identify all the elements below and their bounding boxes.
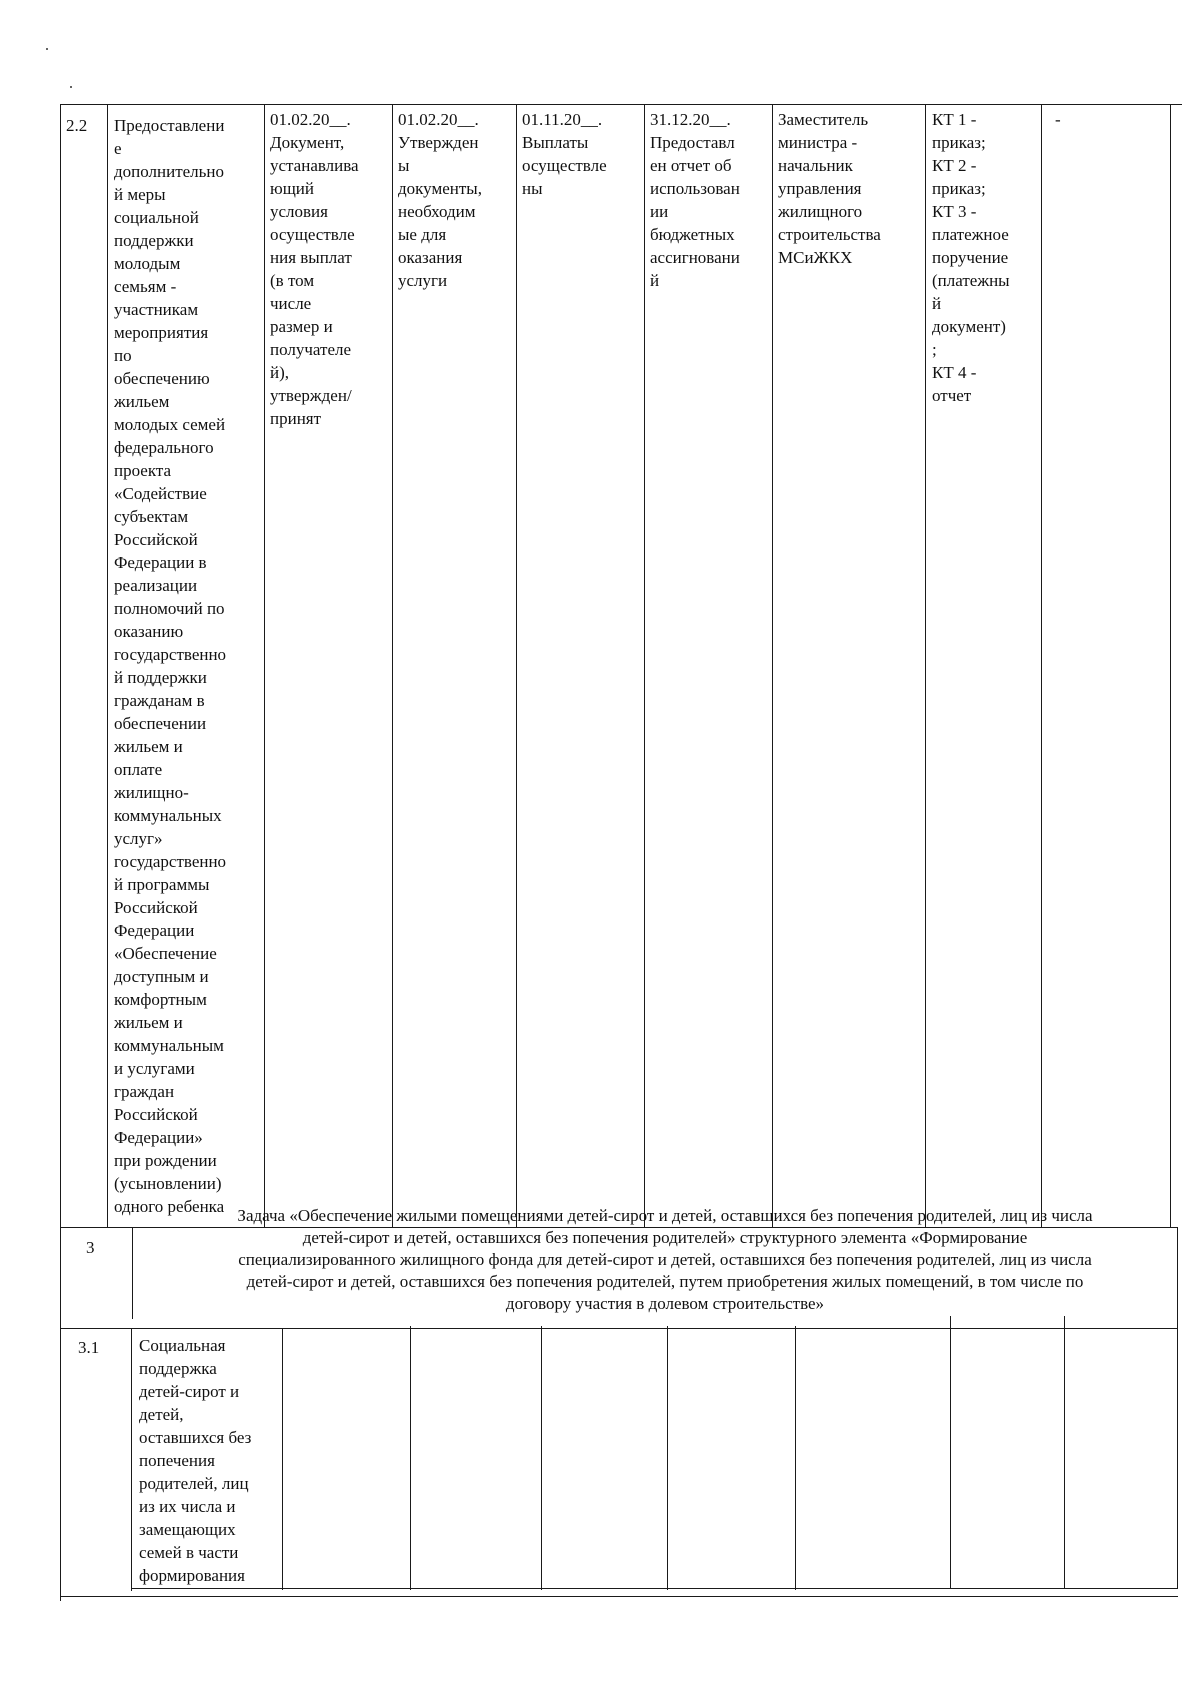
table-top-border — [60, 104, 1182, 105]
task-description: Задача «Обеспечение жилыми помещениями детей-сирот и детей, оставшихся без попечения родителей, лиц из числа детей-сирот и детей, оставшихся без попечения родителей» структурного элемента «Формирование специализированного жилищного фонда для детей-сирот и детей, оставшихся без попечения родителей, лиц из числа детей-сирот и детей, оставшихся без попечения родителей, путем приобретения жилых помещений, в том числе по договору участия в долевом строительстве» — [237, 1206, 1093, 1313]
control-point-4-cell: 31.12.20__. Предоставл ен отчет об использован ии бюджетных ассигновани й — [650, 110, 740, 290]
documents-cell: КТ 1 - приказ; КТ 2 - приказ; КТ 3 - платежное поручение (платежны й документ) ; КТ 4 - отчет — [932, 110, 1010, 405]
last-column-cell: - — [1055, 110, 1061, 129]
column-divider — [131, 1328, 132, 1591]
column-divider — [392, 104, 393, 1227]
row-divider — [60, 1328, 1178, 1329]
control-point-2-cell: 01.02.20__. Утвержден ы документы, необходим ые для оказания услуги — [398, 110, 482, 290]
column-divider — [516, 104, 517, 1227]
column-divider — [925, 104, 926, 1227]
column-divider — [107, 104, 108, 1227]
scan-speck — [46, 48, 48, 50]
column-divider — [1064, 1316, 1065, 1588]
responsible-person-cell: Заместитель министра - начальник управления жилищного строительства МСиЖКХ — [778, 110, 881, 267]
row-number: 3.1 — [78, 1338, 100, 1357]
column-divider — [1170, 104, 1171, 1227]
event-name-cell: Предоставлени е дополнительно й меры социальной поддержки молодым семьям - участникам мероприятия по обеспечению жильем молодых семей федерального проекта «Содействие субъектам Российской Федерации в реализации полномочий по оказанию государственно й поддержки гражданам в обеспечении жильем и оплате жилищно- коммунальных услуг» государственно й программы Российской Федерации «Обеспечение доступным и комфортным жильем и коммунальным и услугами граждан Российской Федерации» при рождении (усыновлении) одного ребенка — [114, 116, 227, 1216]
column-divider — [264, 104, 265, 1227]
event-name-cell: Социальная поддержка детей-сирот и детей, оставшихся без попечения родителей, лиц из их числа и замещающих семей в части формирования — [139, 1336, 252, 1585]
scan-speck — [70, 86, 72, 88]
column-divider — [410, 1326, 411, 1590]
column-divider — [282, 1328, 283, 1590]
column-divider — [1041, 104, 1042, 1227]
column-divider — [950, 1316, 951, 1588]
table-row-bottom — [131, 1588, 1178, 1589]
row-number: 2.2 — [66, 116, 88, 135]
column-divider — [60, 104, 61, 1601]
control-point-1-cell: 01.02.20__. Документ, устанавлива ющий условия осуществле ния выплат (в том числе размер и получателе й), утвержден/ принят — [270, 110, 359, 428]
column-divider — [667, 1326, 668, 1590]
table-bottom-border — [60, 1596, 1178, 1597]
control-point-3-cell: 01.11.20__. Выплаты осуществле ны — [522, 110, 607, 198]
column-divider — [795, 1326, 796, 1590]
column-divider — [644, 104, 645, 1227]
column-divider — [541, 1326, 542, 1590]
column-divider — [772, 104, 773, 1227]
row-number: 3 — [86, 1238, 95, 1257]
column-divider — [132, 1227, 133, 1319]
